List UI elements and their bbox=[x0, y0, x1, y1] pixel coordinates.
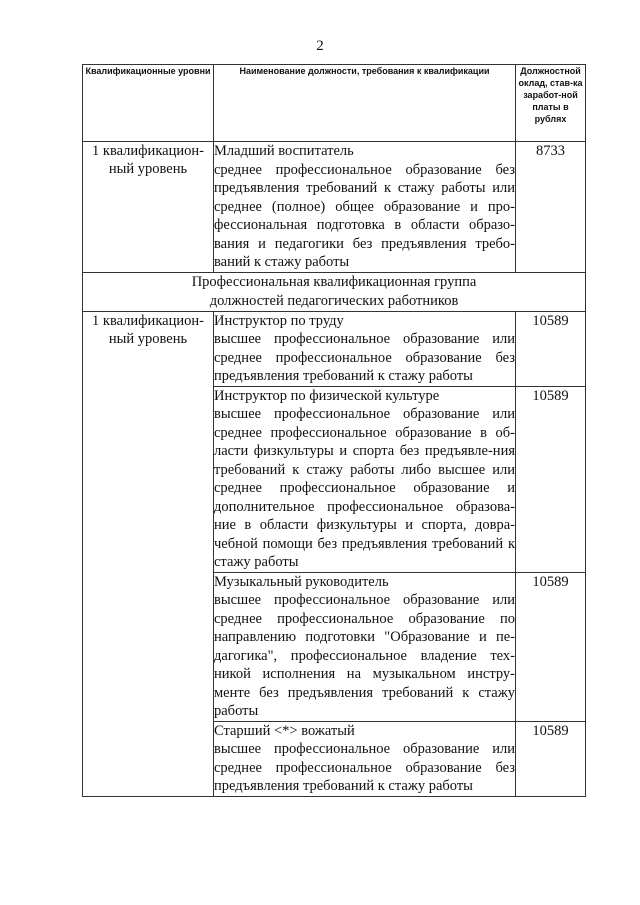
position-cell bbox=[214, 386, 516, 572]
table-row bbox=[83, 311, 586, 386]
salary-cell: 10589 bbox=[516, 572, 586, 721]
position-title: Инструктор по физической культуре bbox=[214, 387, 440, 404]
position-requirements: высшее профессиональное образование или среднее профессиональное образование без предъявления требований к стажу работы bbox=[214, 741, 515, 794]
header-level: Квалификационные уровни bbox=[83, 65, 214, 142]
salary-cell: 8733 bbox=[516, 142, 586, 273]
group-row bbox=[83, 272, 586, 311]
page-number: 2 bbox=[316, 38, 324, 54]
group-heading-line2: должностей педагогических работников bbox=[209, 292, 459, 309]
table-header-row bbox=[83, 65, 586, 142]
position-requirements: среднее профессиональное образование без предъявления требований к стажу работы или среднее (полное) общее образование и про-фессиональная подготовка в области образо-вания и педагогики без предъявления требо-ваний к стажу работы bbox=[214, 161, 515, 270]
position-title: Младший воспитатель bbox=[214, 143, 354, 159]
qualification-table bbox=[82, 64, 586, 797]
position-requirements: высшее профессиональное образование или среднее профессиональное образование по направлению подготовки "Образование и пе-дагогика", профессиональное владение тех-никой исполнения на музыкальном инстру-менте без предъявления требований к стажу работы bbox=[214, 592, 515, 719]
salary-cell: 10589 bbox=[516, 721, 586, 796]
position-title: Инструктор по труду bbox=[214, 312, 344, 329]
salary-cell: 10589 bbox=[516, 311, 586, 386]
group-heading-line1: Профессиональная квалификационная группа bbox=[191, 273, 477, 290]
position-title: Музыкальный руководитель bbox=[214, 573, 389, 590]
group-heading bbox=[83, 272, 586, 311]
header-salary: Должностной оклад, став-ка заработ-ной платы в рублях bbox=[516, 65, 586, 142]
level-cell: 1 квалификацион-ный уровень bbox=[83, 311, 214, 796]
header-position: Наименование должности, требования к квалификации bbox=[214, 65, 516, 142]
position-cell bbox=[214, 142, 516, 273]
position-cell bbox=[214, 572, 516, 721]
level-cell: 1 квалификацион-ный уровень bbox=[83, 142, 214, 273]
position-title: Старший <*> вожатый bbox=[214, 722, 355, 739]
position-requirements: высшее профессиональное образование или среднее профессиональное образование в об-ласти физкультуры и спорта без предъявле-ния требований к стажу работы либо высшее или среднее профессиональное образование и дополнительное профессиональное образова-ние в области физкультуры и спорта, довра-чебной помощи без предъявления требований к стажу работы bbox=[214, 406, 515, 570]
salary-cell: 10589 bbox=[516, 386, 586, 572]
position-cell bbox=[214, 311, 516, 386]
table-row bbox=[83, 142, 586, 273]
position-requirements: высшее профессиональное образование или среднее профессиональное образование без предъявления требований к стажу работы bbox=[214, 331, 515, 384]
position-cell bbox=[214, 721, 516, 796]
